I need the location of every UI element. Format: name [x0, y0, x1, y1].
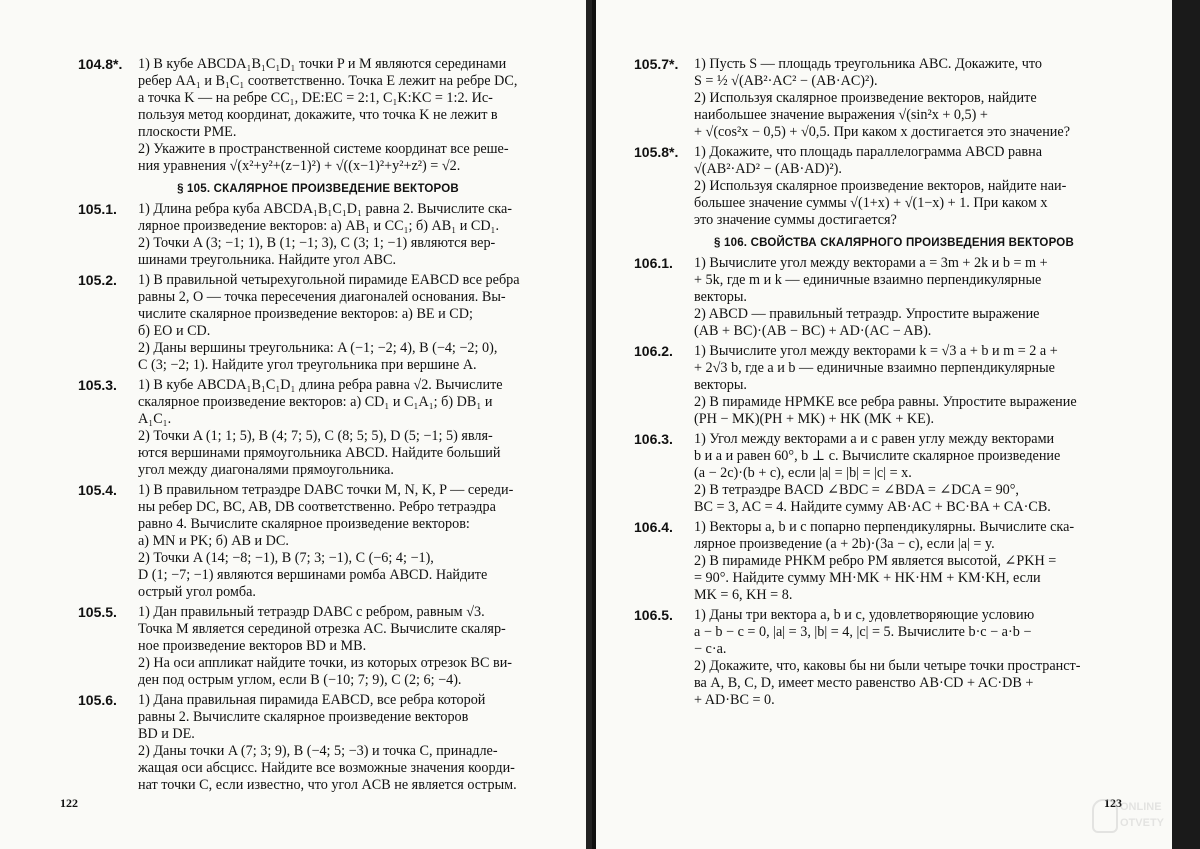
problem-line: 2) Точки A (3; −1; 1), B (1; −1; 3), C (3; 1; −1) являются вер- [138, 235, 496, 251]
problem-block [78, 692, 558, 794]
problem-line: 1) Докажите, что площадь параллелограмма ABCD равна [694, 144, 1043, 160]
problem-number: 105.7*. [634, 56, 679, 72]
problem-block [634, 607, 1154, 709]
problem-block [634, 431, 1154, 516]
problem-line: скалярное произведение векторов: а) CD₁ и C₁A₁; б) DB₁ и [138, 394, 493, 410]
problem-line: лярное произведение векторов: а) AB₁ и CC₁; б) AB₁ и CD₁. [138, 218, 500, 234]
problem-line: числите скалярное произведение векторов: а) BE и CD; [138, 306, 473, 322]
problem-line: √(AB²·AD² − (AB·AD)²). [694, 161, 842, 177]
problem-line: ния уравнения √(x²+y²+(z−1)²) + √((x−1)²+y²+z²) = √2. [138, 158, 461, 174]
problem-line: 2) На оси аппликат найдите точки, из которых отрезок BC ви- [138, 655, 513, 671]
problem-block [634, 255, 1154, 340]
problem-line: это значение суммы достигается? [694, 212, 897, 228]
problem-line: 2) Точки A (1; 1; 5), B (4; 7; 5), C (8; 5; 5), D (5; −1; 5) явля- [138, 428, 493, 444]
left-content [78, 56, 558, 797]
problem-number: 106.5. [634, 607, 673, 623]
problem-line: пользуя метод координат, докажите, что точка K не лежит в [138, 107, 498, 123]
problem-line: а) MN и PK; б) AB и DC. [138, 533, 289, 549]
problem-line: + √(cos²x − 0,5) + √0,5. При каком x достигается это значение? [694, 124, 1070, 140]
problem-text [694, 343, 1154, 428]
problem-line: наибольшее значение выражения √(sin²x + 0,5) + [694, 107, 988, 123]
problem-text [138, 692, 558, 794]
problem-line: (a − 2c)·(b + c), если |a| = |b| = |c| = x. [694, 465, 912, 481]
problem-block [78, 604, 558, 689]
problem-line: 1) В кубе ABCDA₁B₁C₁D₁ точки P и M являются серединами [138, 56, 507, 72]
problem-block [634, 343, 1154, 428]
problem-number: 106.3. [634, 431, 673, 447]
problem-line: 1) Даны три вектора a, b и c, удовлетворяющие условию [694, 607, 1035, 623]
problem-line: 2) Точки A (14; −8; −1), B (7; 3; −1), C (−6; 4; −1), [138, 550, 434, 566]
right-page [596, 0, 1172, 849]
page-number-left: 122 [60, 796, 78, 810]
problem-line: нат точки C, если известно, что угол ACB не является острым. [138, 777, 517, 793]
problem-line: векторы. [694, 377, 747, 393]
problem-line: + 2√3 b, где a и b — единичные взаимно перпендикулярные [694, 360, 1055, 376]
problem-line: a − b − c = 0, |a| = 3, |b| = 4, |c| = 5. Вычислите b·c − a·b − [694, 624, 1032, 640]
problem-block [78, 56, 558, 175]
problem-line: 2) ABCD — правильный тетраэдр. Упростите выражение [694, 306, 1040, 322]
watermark-line1: ONLINE [1120, 801, 1162, 813]
problem-text [694, 255, 1154, 340]
problem-line: жащая оси абсцисс. Найдите все возможные значения коорди- [138, 760, 515, 776]
problem-line: 2) В пирамиде HPMKE все ребра равны. Упростите выражение [694, 394, 1077, 410]
problem-number: 106.1. [634, 255, 673, 271]
problem-line: равны 2. Вычислите скалярное произведение векторов [138, 709, 469, 725]
problem-block [78, 201, 558, 269]
problem-line: C (3; −2; 1). Найдите угол треугольника при вершине A. [138, 357, 477, 373]
watermark-line2: OTVETY [1120, 817, 1165, 829]
problem-line: BC = 3, AC = 4. Найдите сумму AB·AC + BC·BA + CA·CB. [694, 499, 1051, 515]
page-number-right: 123 [1104, 796, 1122, 810]
problem-line: 1) Длина ребра куба ABCDA₁B₁C₁D₁ равна 2. Вычислите ска- [138, 201, 512, 217]
problem-line: ное произведение векторов BD и MB. [138, 638, 367, 654]
problem-line: MK = 6, KH = 8. [694, 587, 793, 603]
problem-number: 106.2. [634, 343, 673, 359]
problem-line: 1) Пусть S — площадь треугольника ABC. Докажите, что [694, 56, 1042, 72]
problem-line: угол между диагоналями прямоугольника. [138, 462, 394, 478]
problem-block [634, 519, 1154, 604]
problem-line: 1) В кубе ABCDA₁B₁C₁D₁ длина ребра равна √2. Вычислите [138, 377, 503, 393]
problem-line: 2) Докажите, что, каковы бы ни были четыре точки пространст- [694, 658, 1081, 674]
problem-text [138, 56, 558, 175]
problem-line: 1) Вычислите угол между векторами k = √3 a + b и m = 2 a + [694, 343, 1058, 359]
problem-line: а точка K — на ребре CC₁, DE:EC = 2:1, C₁K:KC = 1:2. Ис- [138, 90, 493, 106]
section-heading: § 105. СКАЛЯРНОЕ ПРОИЗВЕДЕНИЕ ВЕКТОРОВ [177, 183, 459, 195]
problem-number: 105.2. [78, 272, 117, 288]
problem-line: 2) В пирамиде PHKM ребро PM является высотой, ∠PKH = [694, 553, 1057, 569]
problem-line: ва A, B, C, D, имеет место равенство AB·CD + AC·DB + [694, 675, 1034, 691]
watermark-logo [1090, 791, 1194, 843]
problem-text [138, 482, 558, 601]
problem-line: 2) Используя скалярное произведение векторов, найдите [694, 90, 1037, 106]
problem-block [78, 482, 558, 601]
problem-line: (PH − MK)(PH + MK) + HK (MK + KE). [694, 411, 935, 427]
problem-number: 105.5. [78, 604, 117, 620]
problem-line: Точка M является серединой отрезка AC. Вычислите скаляр- [138, 621, 506, 637]
problem-line: ден под острым углом, если B (−10; 7; 9), C (2; 6; −4). [138, 672, 462, 688]
problem-line: 1) В правильной четырехугольной пирамиде EABCD все ребра [138, 272, 520, 288]
problem-line: 2) Используя скалярное произведение векторов, найдите наи- [694, 178, 1067, 194]
problem-number: 105.4. [78, 482, 117, 498]
left-page [0, 0, 592, 849]
problem-line: S = ½ √(AB²·AC² − (AB·AC)²). [694, 73, 878, 89]
problem-text [138, 201, 558, 269]
problem-line: плоскости PME. [138, 124, 237, 140]
problem-line: острый угол ромба. [138, 584, 256, 600]
right-content [634, 56, 1154, 712]
problem-line: 1) Векторы a, b и c попарно перпендикулярны. Вычислите ска- [694, 519, 1075, 535]
scan-edge [1172, 0, 1200, 849]
problem-line: + 5k, где m и k — единичные взаимно перпендикулярные [694, 272, 1042, 288]
problem-line: BD и DE. [138, 726, 195, 742]
problem-text [694, 431, 1154, 516]
problem-line: равны 2, O — точка пересечения диагоналей основания. Вы- [138, 289, 506, 305]
problem-line: (AB + BC)·(AB − BC) + AD·(AC − AB). [694, 323, 932, 339]
problem-number: 106.4. [634, 519, 673, 535]
problem-line: векторы. [694, 289, 747, 305]
problem-block [634, 144, 1154, 229]
problem-line: = 90°. Найдите сумму MH·MK + HK·HM + KM·KH, если [694, 570, 1041, 586]
problem-line: большее значение суммы √(1+x) + √(1−x) + 1. При каком x [694, 195, 1048, 211]
problem-line: A₁C₁. [138, 411, 172, 427]
problem-text [694, 144, 1154, 229]
problem-line: 1) Вычислите угол между векторами a = 3m + 2k и b = m + [694, 255, 1048, 271]
problem-number: 105.6. [78, 692, 117, 708]
problem-text [138, 604, 558, 689]
problem-line: + AD·BC = 0. [694, 692, 775, 708]
problem-line: ются вершинами прямоугольника ABCD. Найдите больший [138, 445, 501, 461]
problem-line: b и a и равен 60°, b ⊥ c. Вычислите скалярное произведение [694, 448, 1061, 464]
problem-line: б) EO и CD. [138, 323, 211, 339]
problem-number: 105.8*. [634, 144, 679, 160]
problem-line: 2) Укажите в пространственной системе координат все реше- [138, 141, 509, 157]
problem-line: 1) Дана правильная пирамида EABCD, все ребра которой [138, 692, 486, 708]
problem-line: ребер AA₁ и B₁C₁ соответственно. Точка E лежит на ребре DC, [138, 73, 518, 89]
problem-block [78, 272, 558, 374]
problem-line: лярное произведение (a + 2b)·(3a − c), если |a| = y. [694, 536, 995, 552]
problem-line: 2) Даны точки A (7; 3; 9), B (−4; 5; −3) и точка C, принадле- [138, 743, 498, 759]
problem-line: 1) Дан правильный тетраэдр DABC с ребром, равным √3. [138, 604, 485, 620]
lightbulb-icon [1092, 799, 1118, 833]
problem-text [694, 607, 1154, 709]
problem-line: шинами треугольника. Найдите угол ABC. [138, 252, 397, 268]
problem-line: 1) Угол между векторами a и c равен углу между векторами [694, 431, 1055, 447]
problem-number: 105.3. [78, 377, 117, 393]
problem-block [78, 377, 558, 479]
problem-text [138, 377, 558, 479]
problem-text [138, 272, 558, 374]
section-heading: § 106. СВОЙСТВА СКАЛЯРНОГО ПРОИЗВЕДЕНИЯ ВЕКТОРОВ [714, 237, 1074, 249]
problem-number: 104.8*. [78, 56, 123, 72]
problem-line: ны ребер DC, BC, AB, DB соответственно. Ребро тетраэдра [138, 499, 496, 515]
problem-number: 105.1. [78, 201, 117, 217]
problem-text [694, 56, 1154, 141]
problem-block [634, 56, 1154, 141]
problem-text [694, 519, 1154, 604]
problem-line: 2) Даны вершины треугольника: A (−1; −2; 4), B (−4; −2; 0), [138, 340, 498, 356]
problem-line: − c·a. [694, 641, 727, 657]
problem-line: 2) В тетраэдре BACD ∠BDC = ∠BDA = ∠DCA = 90°, [694, 482, 1019, 498]
problem-line: 1) В правильном тетраэдре DABC точки M, N, K, P — середи- [138, 482, 514, 498]
problem-line: D (1; −7; −1) являются вершинами ромба ABCD. Найдите [138, 567, 488, 583]
problem-line: равно 4. Вычислите скалярное произведение векторов: [138, 516, 470, 532]
